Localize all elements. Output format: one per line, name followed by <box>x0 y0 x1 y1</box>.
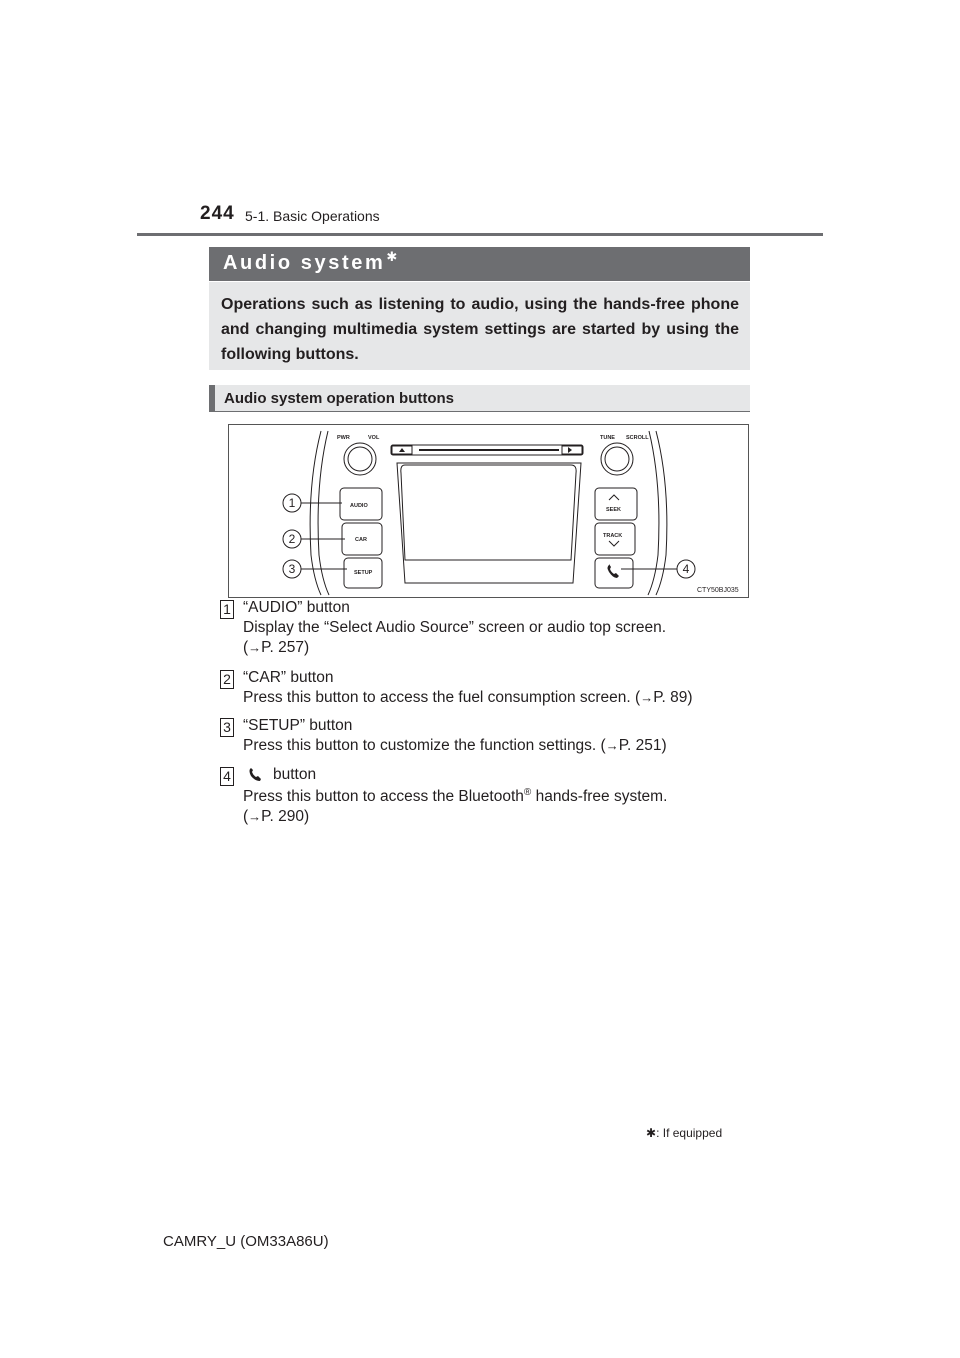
display-bezel <box>397 463 581 583</box>
phone-icon <box>249 767 267 787</box>
item-3-page-ref: P. 251) <box>618 737 667 754</box>
item-4-text-suffix: hands-free system. <box>531 788 668 805</box>
item-4-heading <box>243 765 763 787</box>
item-1-description: Display the “Select Audio Source” screen or audio top screen. <box>243 619 667 636</box>
item-2-heading: “CAR” button <box>243 669 334 686</box>
footer-document-code: CAMRY_U (OM33A86U) <box>163 1233 329 1250</box>
item-1-reference <box>243 638 763 658</box>
item-2 <box>243 668 763 708</box>
title-bar <box>209 247 750 281</box>
tune-label: TUNE <box>600 435 615 441</box>
eject-icon <box>399 448 405 452</box>
item-4-number: 4 <box>220 767 234 786</box>
seek-up-chevron <box>609 495 619 500</box>
item-3-number: 3 <box>220 718 234 737</box>
pwr-label: PWR <box>337 435 350 441</box>
callout-4-number: 4 <box>682 562 690 576</box>
item-3-text: Press this button to customize the function settings. ( <box>243 737 606 754</box>
item-3 <box>243 716 763 756</box>
arrow-icon: → <box>248 640 262 655</box>
item-4-description <box>243 787 763 807</box>
page-title-text: Audio system <box>223 252 386 274</box>
footnote-text: : If equipped <box>656 1126 723 1140</box>
arrow-icon: → <box>640 690 654 705</box>
item-3-description <box>243 736 763 756</box>
item-4-paren: ( <box>243 808 249 825</box>
track-down-chevron <box>609 541 619 546</box>
subheading: Audio system operation buttons <box>224 390 455 407</box>
subheading-accent <box>209 385 215 412</box>
intro-text: Operations such as listening to audio, using the hands-free phone and changing multimedia system settings are started by using the following buttons. <box>221 296 739 363</box>
footnote <box>646 1126 722 1140</box>
arrow-icon: → <box>605 738 619 753</box>
registered-mark: ® <box>523 786 532 798</box>
phone-button-icon <box>608 564 620 578</box>
footnote-mark: ✱ <box>646 1126 657 1140</box>
car-label: CAR <box>355 537 367 543</box>
callout-1-number: 1 <box>288 496 296 510</box>
page-number: 244 <box>200 203 235 224</box>
tune-scroll-knob-inner <box>605 447 629 471</box>
phone-button-shape <box>595 558 633 588</box>
seek-label: SEEK <box>606 507 621 513</box>
panel-right-inner-curve <box>648 431 659 595</box>
audio-panel-diagram <box>228 424 749 598</box>
item-1-heading: “AUDIO” button <box>243 599 350 616</box>
item-2-number: 2 <box>220 670 234 689</box>
panel-left-inner-curve <box>318 431 329 595</box>
item-1-page-ref: P. 257) <box>261 639 310 656</box>
seek-button-shape <box>595 488 637 520</box>
audio-label: AUDIO <box>350 503 368 509</box>
tune-scroll-knob <box>601 443 633 475</box>
image-code: CTY50BJ035 <box>697 587 739 594</box>
audio-panel-illustration <box>229 425 748 597</box>
item-4-text: Press this button to access the Bluetooth <box>243 788 524 805</box>
intro-box <box>209 282 750 370</box>
callout-2-number: 2 <box>288 532 296 546</box>
panel-left-outer-curve <box>310 431 321 595</box>
scroll-label: SCROLL <box>626 435 649 441</box>
header-rule <box>137 233 823 236</box>
arrow-icon: → <box>248 809 262 824</box>
item-4 <box>243 765 763 827</box>
item-4-page-ref: P. 290) <box>261 808 310 825</box>
item-4-heading-text: button <box>273 766 317 783</box>
item-1 <box>243 598 763 658</box>
item-3-heading: “SETUP” button <box>243 717 353 734</box>
item-2-description <box>243 688 763 708</box>
track-button-shape <box>595 523 635 555</box>
item-1-paren: ( <box>243 639 249 656</box>
pwr-vol-knob <box>344 443 376 475</box>
track-label: TRACK <box>603 533 623 539</box>
item-1-number: 1 <box>220 600 234 619</box>
play-icon <box>568 447 572 453</box>
callout-3-number: 3 <box>288 562 296 576</box>
item-4-reference <box>243 807 763 827</box>
optional-mark: ✱ <box>386 249 398 264</box>
page-title <box>223 249 398 275</box>
panel-right-outer-curve <box>656 431 667 595</box>
item-2-text: Press this button to access the fuel consumption screen. ( <box>243 689 641 706</box>
item-2-page-ref: P. 89) <box>653 689 693 706</box>
subheading-bar <box>209 385 750 412</box>
vol-label: VOL <box>368 435 380 441</box>
pwr-vol-knob-inner <box>348 447 372 471</box>
setup-label: SETUP <box>354 570 373 576</box>
section-title: 5-1. Basic Operations <box>245 208 380 224</box>
display-screen <box>401 465 576 560</box>
